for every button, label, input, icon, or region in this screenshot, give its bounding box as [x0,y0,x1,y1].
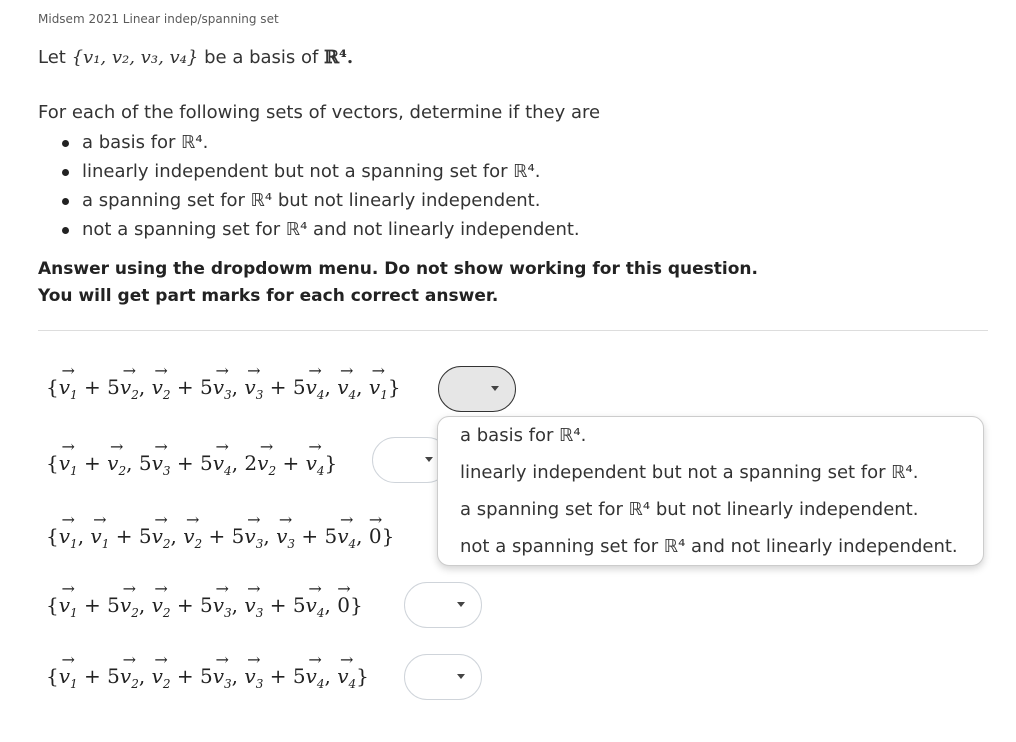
vector-set-3: {→ $v_1$, → $v_1 + 5\to v_2$, → $v_2 + 5\to v_3$, → $v_3 + 5\to v_4$, → 0} [46,524,394,551]
vector-symbol: → $v_2$ [152,375,171,402]
zero-vector: → 0 [337,593,350,617]
vector-symbol: → $v_1$ [59,375,78,402]
vector-symbol: → $v_3$ [213,664,232,691]
category-item: linearly independent but not a spanning set for ℝ⁴. [62,157,580,186]
vector-symbol: → $v_1$ [369,375,388,402]
instructions [38,256,758,310]
vector-symbol: → $v_2$ [120,375,139,402]
chevron-down-icon [457,674,465,679]
space-symbol: ℝ⁴. [324,47,354,68]
vector-symbol: → $v_4$ [306,593,325,620]
vector-symbol: → $v_4$ [306,664,325,691]
vector-symbol: → $v_4$ [306,451,325,478]
vector-symbol: → $v_1$ [59,593,78,620]
intro-suffix: be a basis of [204,47,319,68]
chevron-down-icon [491,386,499,391]
dropdown-option[interactable]: a basis for ℝ⁴. [460,425,587,446]
vector-symbol: → $v_4$ [337,375,356,402]
vector-symbol: → $v_3$ [213,593,232,620]
chevron-down-icon [457,602,465,607]
instruction-line: Answer using the dropdowm menu. Do not show working for this question. [38,259,758,279]
answer-dropdown-1[interactable] [438,366,516,412]
vector-symbol: → $v_1$ [59,524,78,551]
dropdown-option[interactable]: linearly independent but not a spanning set for ℝ⁴. [460,462,919,483]
dropdown-menu [437,416,984,566]
dropdown-option[interactable]: not a spanning set for ℝ⁴ and not linearly independent. [460,536,958,557]
vector-symbol: → $v_2$ [152,664,171,691]
vector-symbol: → $v_3$ [244,593,263,620]
vector-symbol: → $v_3$ [213,375,232,402]
vector-symbol: → $v_3$ [152,451,171,478]
question-text: For each of the following sets of vectors, determine if they are [38,102,601,123]
vector-symbol: → $v_3$ [244,524,263,551]
zero-vector: → 0 [369,524,382,548]
vector-symbol: → $v_2$ [107,451,126,478]
vector-symbol: → $v_2$ [257,451,276,478]
vector-symbol: → $v_3$ [244,375,263,402]
vector-set-5: {→ $v_1 + 5\to v_2$, → $v_2 + 5\to v_3$, → $v_3 + 5\to v_4$, → $v_4$} [46,664,369,691]
instruction-line: You will get part marks for each correct answer. [38,286,499,306]
intro-line [38,47,353,68]
answer-categories [62,128,580,244]
vector-symbol: → $v_3$ [244,664,263,691]
intro-prefix: Let [38,47,66,68]
vector-symbol: → $v_4$ [306,375,325,402]
vector-set-2: {→ $v_1$ + → $v_2$, $5\to v_3 + 5\to v_4$, $2\to v_2$ + → $v_4$} [46,451,337,478]
vector-symbol: → $v_1$ [90,524,109,551]
vector-symbol: → $v_4$ [337,664,356,691]
vector-symbol: → $v_3$ [276,524,295,551]
vector-symbol: → $v_2$ [120,593,139,620]
vector-symbol: → $v_1$ [59,451,78,478]
vector-set-4: {→ $v_1 + 5\to v_2$, → $v_2 + 5\to v_3$, → $v_3 + 5\to v_4$, → 0} [46,593,363,620]
vector-symbol: → $v_2$ [152,593,171,620]
vector-symbol: → $v_2$ [183,524,202,551]
dropdown-option[interactable]: a spanning set for ℝ⁴ but not linearly independent. [460,499,919,520]
answer-dropdown-4[interactable] [404,582,482,628]
divider [38,330,988,331]
breadcrumb: Midsem 2021 Linear indep/spanning set [38,12,279,26]
category-item: a basis for ℝ⁴. [62,128,580,157]
chevron-down-icon [425,457,433,462]
basis-set: {v₁, v₂, v₃, v₄} [71,47,199,68]
category-item: a spanning set for ℝ⁴ but not linearly independent. [62,186,580,215]
vector-symbol: → $v_4$ [213,451,232,478]
vector-symbol: → $v_4$ [337,524,356,551]
answer-dropdown-5[interactable] [404,654,482,700]
vector-symbol: → $v_2$ [120,664,139,691]
vector-symbol: → $v_2$ [152,524,171,551]
vector-symbol: → $v_1$ [59,664,78,691]
vector-set-1: {→ $v_1 + 5\to v_2$, → $v_2 + 5\to v_3$, → $v_3 + 5\to v_4$, → $v_4$, → $v_1$} [46,375,401,402]
category-item: not a spanning set for ℝ⁴ and not linearly independent. [62,215,580,244]
